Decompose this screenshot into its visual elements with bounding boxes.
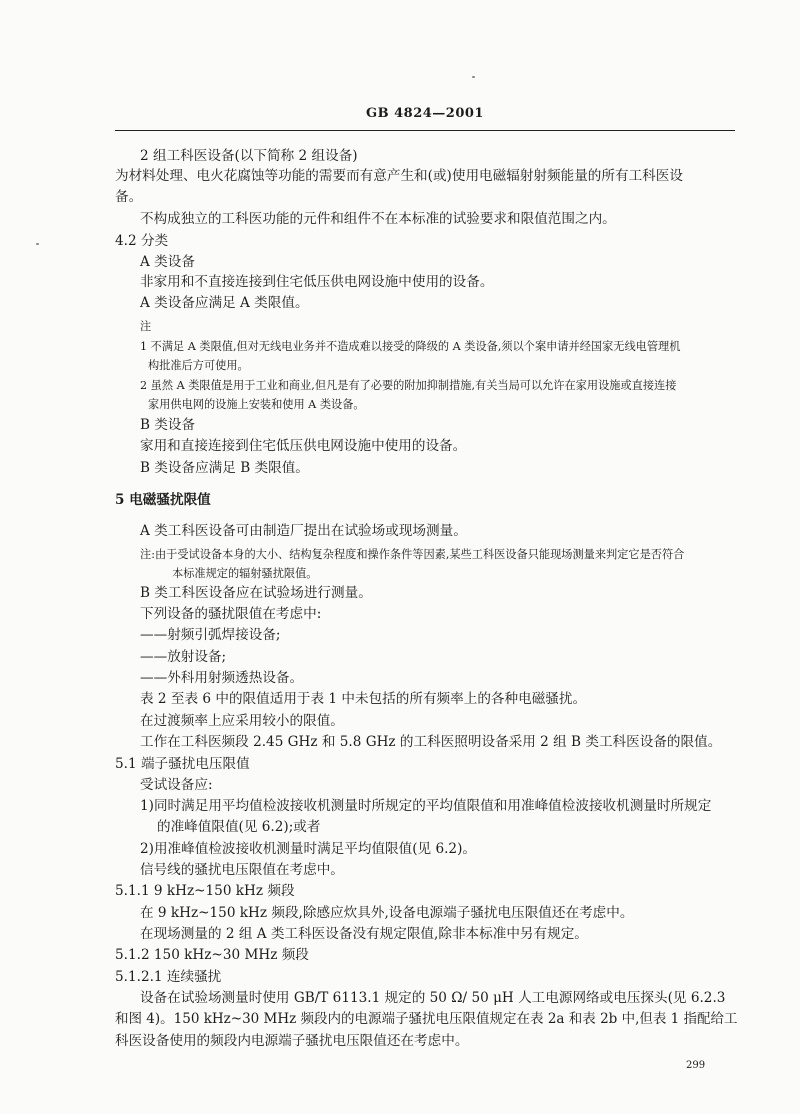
text-line: A 类设备应满足 A 类限值。 [140, 295, 309, 311]
text-line: B 类设备应满足 B 类限值。 [140, 460, 309, 476]
text-line: 5.1 端子骚扰电压限值 [115, 756, 250, 772]
text-line: 科医设备使用的频段内电源端子骚扰电压限值还在考虑中。 [115, 1033, 469, 1049]
text-line: 5.1.2 150 kHz~30 MHz 频段 [115, 947, 309, 963]
scan-speck [472, 76, 475, 78]
text-line: 表 2 至表 6 中的限值适用于表 1 中未包括的所有频率上的各种电磁骚扰。 [140, 691, 587, 707]
text-line: 1)同时满足用平均值检波接收机测量时所规定的平均值限值和用准峰值检波接收机测量时所规定 [140, 798, 712, 814]
text-line: 注 [140, 320, 152, 333]
text-line: 不构成独立的工科医功能的元件和组件不在本标准的试验要求和限值范围之内。 [140, 211, 616, 227]
text-line: 设备在试验场测量时使用 GB/T 6113.1 规定的 50 Ω/ 50 μH 人工电源网络或电压探头(见 6.2.3 [140, 990, 726, 1006]
scan-speck [36, 243, 39, 245]
text-line: ——外科用射频透热设备。 [140, 670, 304, 686]
text-line: 工作在工科医频段 2.45 GHz 和 5.8 GHz 的工科医照明设备采用 2 组 B 类工科医设备的限值。 [140, 734, 722, 750]
text-line: 本标准规定的辐射骚扰限值。 [172, 567, 318, 580]
text-line: 5 电磁骚扰限值 [115, 492, 211, 508]
text-line: 2 组工科医设备(以下简称 2 组设备) [140, 148, 358, 164]
text-line: 注:由于受试设备本身的大小、结构复杂程度和操作条件等因素,某些工科医设备只能现场测量来判定它是否符合 [140, 548, 685, 561]
text-line: 构批准后方可使用。 [148, 359, 249, 372]
text-line: B 类设备 [140, 417, 196, 433]
text-line: 在现场测量的 2 组 A 类工科医设备没有规定限值,除非本标准中另有规定。 [140, 926, 588, 942]
text-line: 信号线的骚扰电压限值在考虑中。 [140, 862, 344, 878]
text-line: 备。 [115, 189, 143, 205]
text-line: 家用供电网的设施上安装和使用 A 类设备。 [148, 398, 365, 411]
text-line: 和图 4)。150 kHz~30 MHz 频段内的电源端子骚扰电压限值规定在表 2a 和表 2b 中,但表 1 指配给工 [115, 1011, 738, 1027]
page-header: GB 4824—2001 [115, 106, 735, 131]
text-line: ——放射设备; [140, 649, 227, 665]
text-line: 受试设备应: [140, 777, 213, 793]
text-line: 2)用准峰值检波接收机测量时满足平均值限值(见 6.2)。 [140, 841, 476, 857]
text-line: 下列设备的骚扰限值在考虑中: [140, 606, 322, 622]
text-line: B 类工科医设备应在试验场进行测量。 [140, 585, 372, 601]
text-line: 1 不满足 A 类限值,但对无线电业务并不造成难以接受的降级的 A 类设备,须以个案申请并经国家无线电管理机 [140, 340, 681, 353]
text-line: 的准峰值限值(见 6.2);或者 [157, 819, 321, 835]
text-line: 在 9 kHz~150 kHz 频段,除感应炊具外,设备电源端子骚扰电压限值还在考虑中。 [140, 905, 634, 921]
page-number: 299 [686, 1060, 706, 1071]
text-line: A 类工科医设备可由制造厂提出在试验场或现场测量。 [140, 523, 467, 539]
text-line: 非家用和不直接连接到住宅低压供电网设施中使用的设备。 [140, 274, 494, 290]
text-line: 家用和直接连接到住宅低压供电网设施中使用的设备。 [140, 438, 467, 454]
text-line: 5.1.1 9 kHz~150 kHz 频段 [115, 883, 295, 899]
text-line: 4.2 分类 [115, 233, 169, 249]
text-line: 在过渡频率上应采用较小的限值。 [140, 713, 344, 729]
text-line: ——射频引弧焊接设备; [140, 627, 281, 643]
text-line: 5.1.2.1 连续骚扰 [115, 969, 222, 985]
text-line: 为材料处理、电火花腐蚀等功能的需要而有意产生和(或)使用电磁辐射射频能量的所有工科医设 [115, 168, 683, 184]
text-line: 2 虽然 A 类限值是用于工业和商业,但凡是有了必要的附加抑制措施,有关当局可以允许在家用设施或直接连接 [140, 379, 677, 392]
text-line: A 类设备 [140, 254, 195, 270]
